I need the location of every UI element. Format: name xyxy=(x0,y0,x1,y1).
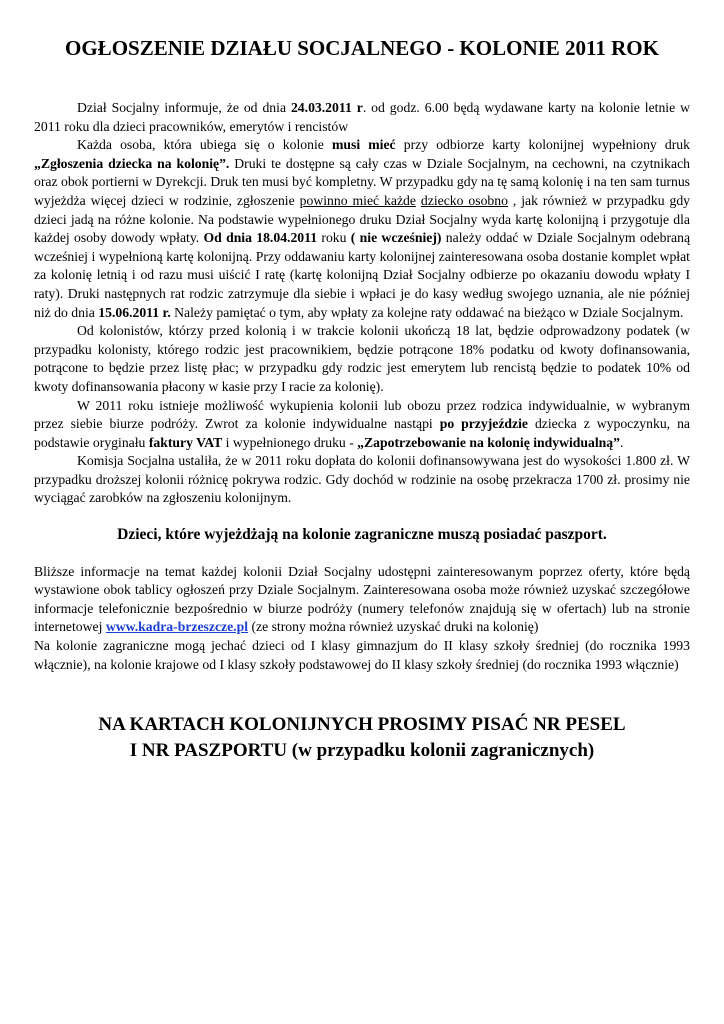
start-date: 24.03.2011 r xyxy=(290,100,363,115)
text-segment: dziecka z wypoczynku, na podstawie oryginału xyxy=(34,416,690,450)
emphasis-vat-invoice: faktury VAT xyxy=(148,434,223,450)
paragraph-tax: Od kolonistów, którzy przed kolonią i w trakcie kolonii ukończą 18 lat, będzie odprowadzony podatek (w przypadku kolonisty, którego rodzic jest pracownikiem, będzie potrącone 18% podatku od kwoty dofinansowania, potrącone to będzie przez listę płac; w przypadku gdy rodzic jest emerytem lub rencistą będzie to podatek 10% od kwoty dofinansowania płacony w kasie przy I racie za kolonię). xyxy=(34,323,690,394)
emphasis-after-return: po przyjeździe xyxy=(439,416,528,432)
text-segment: roku xyxy=(317,230,351,246)
text-segment: Każda osoba, która ubiega się o kolonie xyxy=(77,137,332,153)
text-segment: Należy pamiętać o tym, aby wpłaty za kolejne raty oddawać na bieżąco w Dziale Socjalnym. xyxy=(170,304,684,320)
paragraph-individual-purchase xyxy=(34,397,690,453)
form-name: „Zgłoszenia dziecka na kolonię”. xyxy=(34,155,230,171)
text-segment: . xyxy=(619,434,624,450)
passport-heading: Dzieci, które wyjeżdżają na kolonie zagraniczne muszą posiadać paszport. xyxy=(117,526,607,544)
text-segment: przy odbiorze karty kolonijnej wypełniony druk xyxy=(395,137,690,153)
underlined-phrase: powinno mieć każde xyxy=(299,192,416,208)
text-segment: (ze strony można również uzyskać druki na kolonię) xyxy=(248,619,539,635)
announcement-body xyxy=(34,99,690,674)
page-title: OGŁOSZENIE DZIAŁU SOCJALNEGO - KOLONIE 2011 ROK xyxy=(65,36,659,60)
return-date: Od dnia 18.04.2011 xyxy=(203,230,318,246)
paragraph-more-info xyxy=(34,563,690,637)
emphasis-must-have: musi mieć xyxy=(331,137,396,153)
form-name-individual: „Zapotrzebowanie na kolonię indywidualną” xyxy=(357,434,620,450)
text-segment: Druki te dostępne są cały czas w Dziale Socjalnym, na cechowni, na czytnikach oraz obok portierni w Dyrekcji. Druk ten musi być kompletny. W przypadku gdy na tę samą kolonię i na ten sam turnus wyjeżdża więcej dzieci w rodzinie, zgłoszenie xyxy=(34,155,690,208)
final-notice-line-1: NA KARTACH KOLONIJNYCH PROSIMY PISAĆ NR PESEL xyxy=(98,714,626,736)
text-segment: należy oddać w Dziale Socjalnym odebraną wcześniej i wypełnioną kartę kolonijną. Przy oddawaniu karty kolonijnej zainteresowana osoba dostanie komplet wpłat za kolonię letnią i od razu musi uiścić I ratę (kartę kolonijną Dział Socjalny odbierze po okazaniu dowodu wpłaty I raty). Druki następnych rat rodzic zatrzymuje dla siebie i wpłaci je do kasy według swojego uznania, ale nie później niż do dnia xyxy=(34,230,691,320)
paragraph-start-date xyxy=(34,99,690,136)
text-segment: , jak również w przypadku gdy dzieci jadą na różne kolonie. Na podstawie wypełnionego druku Dział Socjalny wyda kartę kolonijną i przygotuje dla każdej osoby dowody wpłaty. xyxy=(34,192,691,246)
paragraph-application-form xyxy=(34,136,690,322)
website-link[interactable]: www.kadra-brzeszcze.pl xyxy=(105,619,249,635)
paragraph-subsidy: Komisja Socjalna ustaliła, że w 2011 roku dopłata do kolonii dofinansowywana jest do wysokości 1.800 zł. W przypadku droższej kolonii różnicę pokrywa rodzic. Gdy dochód w rodzinie na osobę przekracza 1700 zł. prosimy nie wyciągać zarobków na zgłoszeniu kolonijnym. xyxy=(34,453,690,506)
text-segment: . od godz. 6.00 będą wydawane karty na kolonie letnie w 2011 roku dla dzieci pracowników, emerytów i rencistów xyxy=(34,100,691,134)
underlined-phrase: dziecko osobno xyxy=(420,192,508,208)
paragraph-eligibility: Na kolonie zagraniczne mogą jechać dzieci od I klasy gimnazjum do II klasy szkoły średniej (do rocznika 1993 włącznie), na kolonie krajowe od I klasy szkoły podstawowej do II klasy szkoły średniej (do rocznika 1993 włącznie) xyxy=(34,638,690,672)
not-earlier-note: ( nie wcześniej) xyxy=(350,230,442,246)
text-segment: W 2011 roku istnieje możliwość wykupienia kolonii lub obozu przez rodzica indywidualnie, w wybranym przez siebie biurze podróży. Zwrot za kolonie indywidualne nastąpi xyxy=(34,397,690,432)
text-segment: Bliższe informacje na temat każdej kolonii Dział Socjalny udostępni zainteresowanym poprzez oferty, które będą wystawione obok tablicy ogłoszeń przy Dziale Socjalnym. Zainteresowana osoba może również uzyskać szczegółowe informacje telefonicznie bezpośrednio w biurze podróży (numery telefonów znajdują się w ofertach) lub na stronie internetowej xyxy=(34,563,690,635)
final-notice-line-2: I NR PASZPORTU (w przypadku kolonii zagranicznych) xyxy=(129,740,595,762)
text-segment: i wypełnionego druku - xyxy=(222,434,358,450)
text-segment: Dział Socjalny informuje, że od dnia xyxy=(77,100,291,115)
payment-deadline: 15.06.2011 r. xyxy=(98,304,171,320)
final-notice xyxy=(34,712,690,764)
